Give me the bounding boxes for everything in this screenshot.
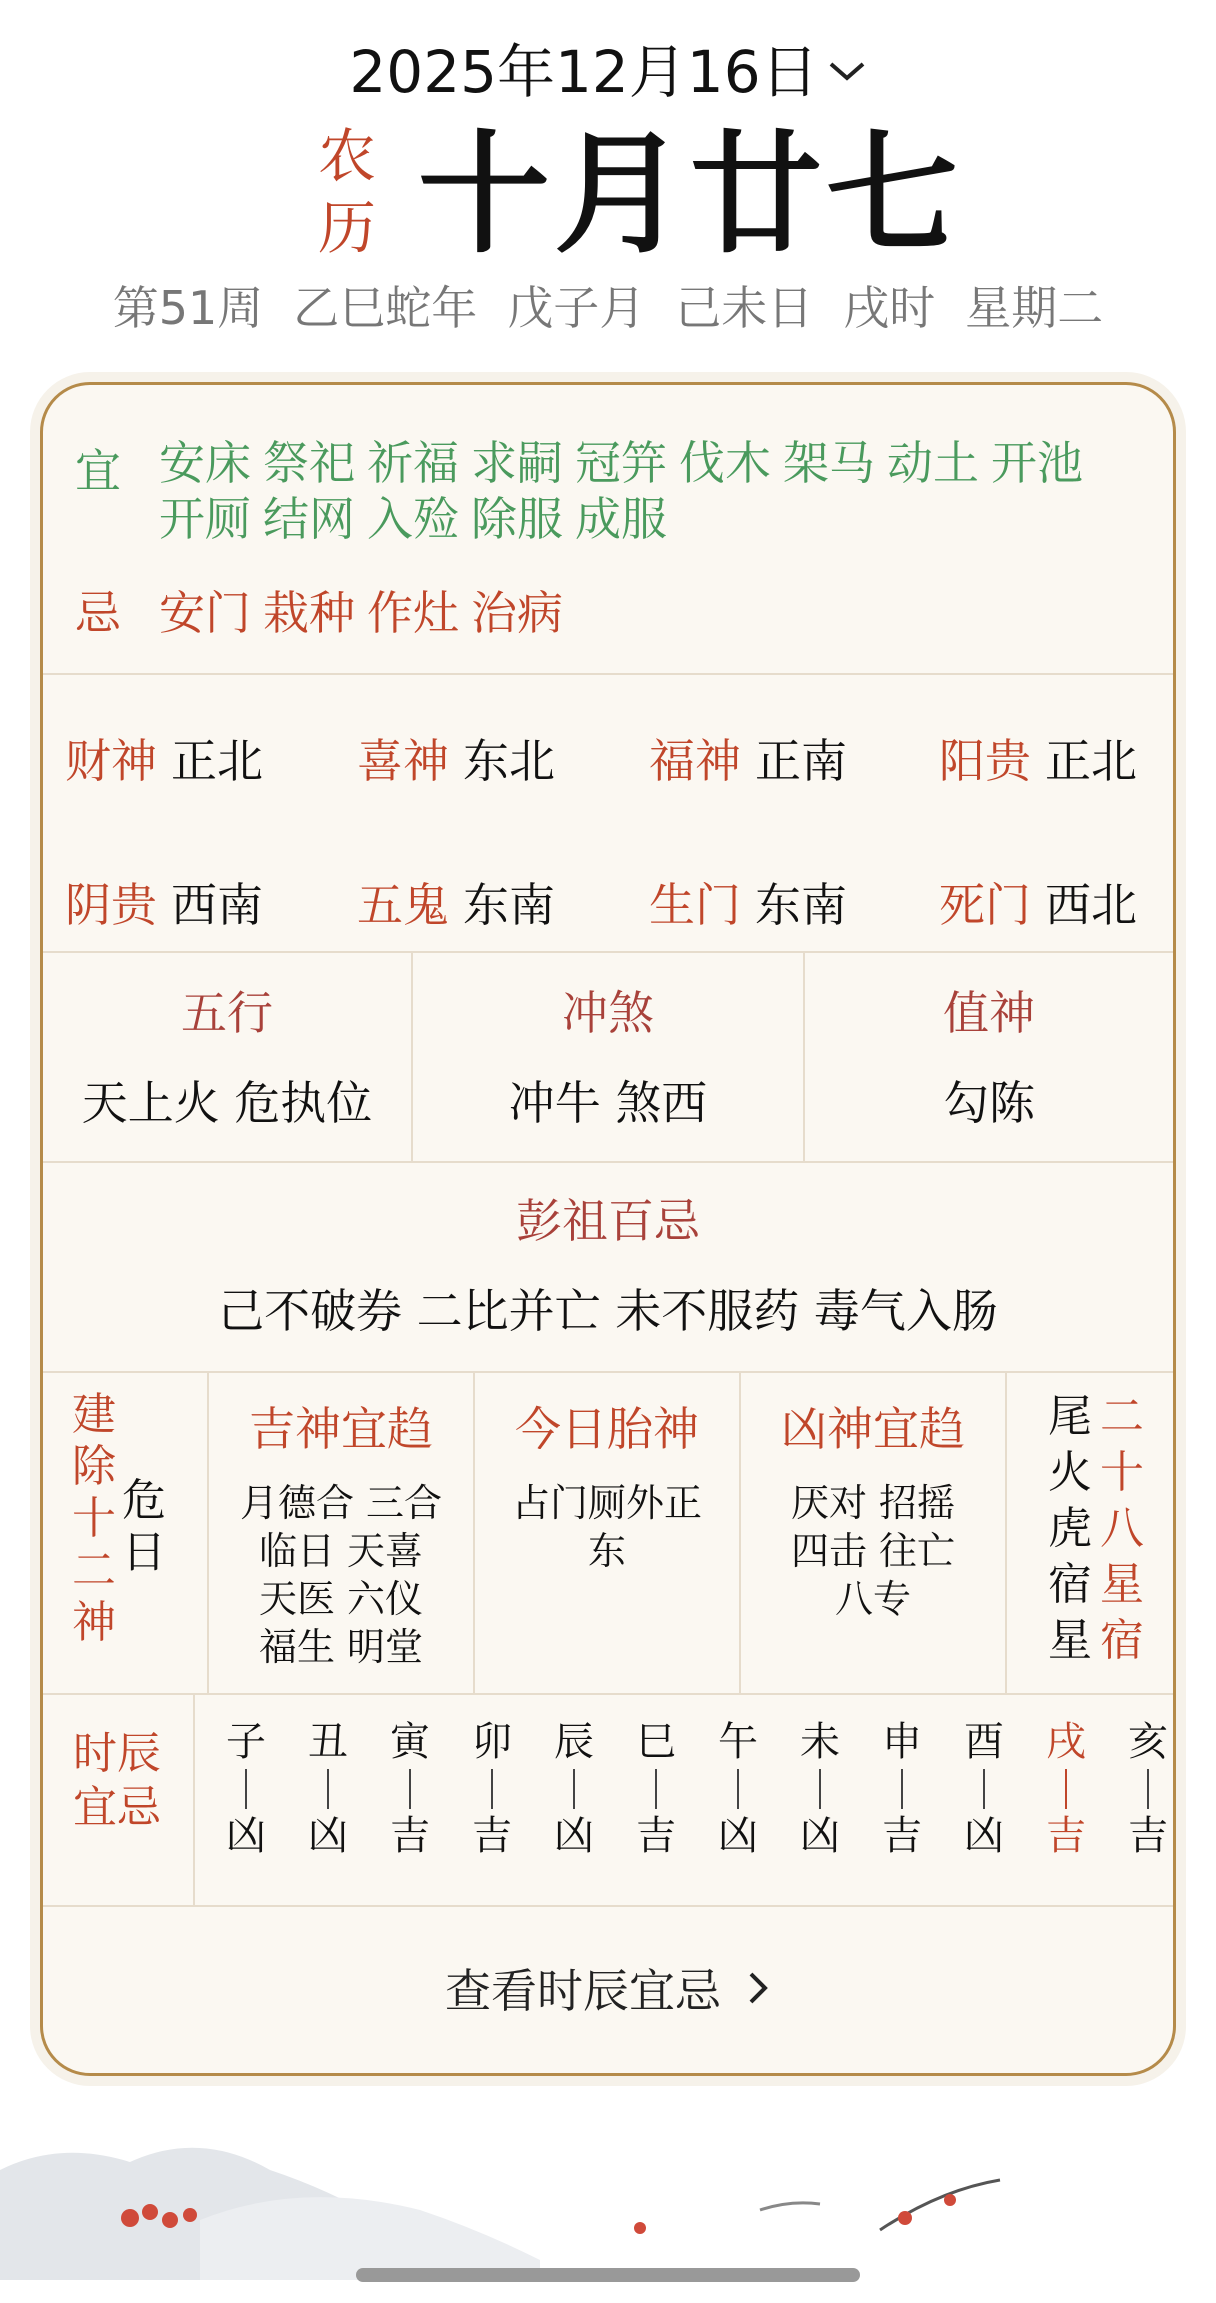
zhishen-value: 勾陈 [943, 1076, 1035, 1130]
god-direction [65, 725, 263, 791]
divider [43, 673, 1173, 675]
shichen-result: 凶 [964, 1813, 1004, 1859]
shichen-hour: 卯 [472, 1719, 512, 1765]
shichen-item [877, 1721, 927, 1857]
xiu-char: 尾 [1048, 1391, 1092, 1442]
chevron-down-icon [827, 56, 867, 86]
god-name: 阴贵 [65, 878, 157, 932]
yi-item: 安床 [159, 436, 251, 490]
lunar-tag-char: 历 [317, 194, 376, 262]
taishen-line: 占门厕外正 [511, 1481, 702, 1525]
zhishen-cell [805, 977, 1173, 1133]
zhishen-title: 值神 [943, 986, 1035, 1040]
wuxing-value: 天上火 危执位 [81, 1076, 373, 1130]
shichen-bar [737, 1769, 739, 1809]
god-direction-value: 西北 [1045, 878, 1137, 932]
yi-item: 祭祀 [263, 436, 355, 490]
shichen-hour: 巳 [636, 1719, 676, 1765]
god-direction [649, 725, 847, 791]
xiu-label-char: 十 [1100, 1447, 1144, 1498]
year-ganzhi: 乙巳蛇年 [293, 281, 478, 335]
yi-item: 求嗣 [471, 436, 563, 490]
ji-item: 治病 [471, 586, 563, 640]
god-direction [65, 869, 263, 935]
god-direction-value: 西南 [171, 878, 263, 932]
jishen-title: 吉神宜趋 [249, 1402, 433, 1456]
wuxing-title: 五行 [181, 986, 273, 1040]
god-name: 福神 [649, 734, 741, 788]
god-direction-value: 东北 [463, 734, 555, 788]
god-direction-value: 东南 [463, 878, 555, 932]
shichen-bar [819, 1769, 821, 1809]
yi-item: 开池 [991, 436, 1083, 490]
divider [193, 1693, 195, 1905]
shichen-item [713, 1721, 763, 1857]
hour-ganzhi: 戌时 [843, 281, 936, 335]
date-text: 2025年12月16日 [349, 38, 819, 106]
ji-list [159, 577, 575, 643]
lunar-date [300, 120, 1000, 270]
shichen-bar [983, 1769, 985, 1809]
shichen-bar [245, 1769, 247, 1809]
chongsha-value: 冲牛 煞西 [508, 1076, 708, 1130]
month-ganzhi: 戊子月 [507, 281, 646, 335]
jianchu-label [69, 1389, 119, 1649]
week-number: 第51周 [112, 281, 264, 335]
xiu-label-char: 八 [1100, 1503, 1144, 1554]
god-direction [939, 725, 1137, 791]
shichen-item [959, 1721, 1009, 1857]
shichen-bar [655, 1769, 657, 1809]
jianchu-char: 建 [72, 1389, 116, 1440]
god-name: 死门 [939, 878, 1031, 932]
shichen-item [467, 1721, 517, 1857]
shichen-bar [901, 1769, 903, 1809]
xiu-label [1097, 1389, 1147, 1669]
god-direction [357, 869, 555, 935]
xiongshen-title: 凶神宜趋 [781, 1402, 965, 1456]
shichen-result: 吉 [390, 1813, 430, 1859]
shichen-hour: 丑 [308, 1719, 348, 1765]
divider [1005, 1371, 1007, 1693]
god-direction [357, 725, 555, 791]
yi-item: 冠笄 [575, 436, 667, 490]
xiu-char: 星 [1048, 1615, 1092, 1666]
jianchu-char: 除 [72, 1441, 116, 1492]
shichen-result: 吉 [636, 1813, 676, 1859]
weekday: 星期二 [965, 281, 1104, 335]
pengzu-cell [43, 1185, 1173, 1341]
yi-item: 入殓 [367, 492, 459, 546]
ji-item: 作灶 [367, 586, 459, 640]
xiongshen-line: 四击 往亡 [790, 1529, 956, 1573]
pengzu-title: 彭祖百忌 [516, 1194, 700, 1248]
chongsha-title: 冲煞 [562, 986, 654, 1040]
shichen-hour: 酉 [964, 1719, 1004, 1765]
ji-item: 安门 [159, 586, 251, 640]
jishen-line: 月德合 三合 [239, 1481, 443, 1525]
shichen-bar [1065, 1769, 1067, 1809]
shichen-result: 吉 [1046, 1813, 1086, 1859]
yi-item: 动土 [887, 436, 979, 490]
shichen-hour: 申 [882, 1719, 922, 1765]
shichen-bar [1147, 1769, 1149, 1809]
home-indicator[interactable] [356, 2268, 860, 2282]
shichen-hour: 辰 [554, 1719, 594, 1765]
ji-item: 栽种 [263, 586, 355, 640]
chongsha-cell [413, 977, 803, 1133]
pengzu-value: 己不破券 二比并亡 未不服药 毒气入肠 [218, 1284, 998, 1338]
yi-item: 祈福 [367, 436, 459, 490]
taishen-line: 东 [587, 1529, 626, 1573]
divider [43, 1371, 1173, 1373]
xiu-char: 虎 [1048, 1503, 1092, 1554]
xiu-label-char: 宿 [1100, 1615, 1144, 1666]
god-direction-value: 正南 [755, 734, 847, 788]
shichen-hour: 午 [718, 1719, 758, 1765]
god-direction-value: 正北 [171, 734, 263, 788]
god-direction-value: 东南 [755, 878, 847, 932]
chevron-right-icon [745, 1968, 771, 2008]
jianchu-char: 神 [72, 1597, 116, 1648]
god-direction [939, 869, 1137, 935]
shichen-hour: 戌 [1046, 1719, 1086, 1765]
shichen-label [57, 1727, 177, 1835]
taishen-cell [475, 1393, 739, 1575]
divider [43, 1693, 1173, 1695]
shichen-result: 吉 [472, 1813, 512, 1859]
god-direction-value: 正北 [1045, 734, 1137, 788]
shichen-item [1041, 1721, 1091, 1857]
shichen-item [221, 1721, 271, 1857]
jianchu-char: 十 [72, 1493, 116, 1544]
shichen-item [631, 1721, 681, 1857]
day-ganzhi: 己未日 [675, 281, 814, 335]
shichen-bar [327, 1769, 329, 1809]
jishen-cell [209, 1393, 473, 1671]
view-shichen-button[interactable] [43, 1933, 1173, 2043]
shichen-result: 凶 [554, 1813, 594, 1859]
jianchu-value-char: 危 [122, 1475, 166, 1526]
xiu-label-char: 二 [1100, 1391, 1144, 1442]
xiu-char: 宿 [1048, 1559, 1092, 1610]
divider [43, 951, 1173, 953]
shichen-bar [409, 1769, 411, 1809]
xiongshen-cell [741, 1393, 1005, 1623]
god-direction [649, 869, 847, 935]
jianchu-value-char: 日 [122, 1527, 166, 1578]
shichen-bar [491, 1769, 493, 1809]
shichen-result: 凶 [226, 1813, 266, 1859]
divider [43, 1905, 1173, 1907]
jishen-line: 天医 六仪 [258, 1577, 424, 1621]
shichen-item [1123, 1721, 1173, 1857]
god-name: 五鬼 [357, 878, 449, 932]
yi-item: 结网 [263, 492, 355, 546]
yi-label: 宜 [75, 444, 121, 498]
almanac-card [40, 382, 1176, 2076]
shichen-item [385, 1721, 435, 1857]
yi-item: 伐木 [679, 436, 771, 490]
divider [43, 1161, 1173, 1163]
yi-item: 架马 [783, 436, 875, 490]
shichen-item [549, 1721, 599, 1857]
date-meta [0, 272, 1216, 342]
shichen-label-line: 宜忌 [73, 1782, 161, 1833]
god-name: 阳贵 [939, 734, 1031, 788]
shichen-result: 凶 [718, 1813, 758, 1859]
wuxing-cell [43, 977, 411, 1133]
taishen-title: 今日胎神 [515, 1402, 699, 1456]
lunar-tag-char: 农 [317, 122, 376, 190]
ink-landscape-decoration [0, 2100, 1216, 2280]
lunar-tag [312, 120, 382, 264]
xiongshen-line: 八专 [834, 1577, 911, 1621]
shichen-hour: 寅 [390, 1719, 430, 1765]
shichen-label-line: 时辰 [73, 1728, 161, 1779]
jishen-line: 临日 天喜 [258, 1529, 424, 1573]
shichen-result: 吉 [882, 1813, 922, 1859]
shichen-bar [573, 1769, 575, 1809]
shichen-result: 吉 [1128, 1813, 1168, 1859]
ji-label: 忌 [75, 586, 121, 640]
god-name: 喜神 [357, 734, 449, 788]
date-selector[interactable] [0, 22, 1216, 112]
xiu-value [1045, 1389, 1095, 1669]
god-name: 财神 [65, 734, 157, 788]
xiongshen-line: 厌对 招摇 [790, 1481, 956, 1525]
shichen-item [795, 1721, 845, 1857]
jishen-line: 福生 明堂 [258, 1625, 424, 1669]
yi-item: 开厕 [159, 492, 251, 546]
yi-item: 成服 [575, 492, 667, 546]
xiu-char: 火 [1048, 1447, 1092, 1498]
shichen-item [303, 1721, 353, 1857]
lunar-day: 十月廿七 [418, 118, 962, 272]
view-shichen-label: 查看时辰宜忌 [445, 1964, 721, 2018]
shichen-result: 凶 [800, 1813, 840, 1859]
god-name: 生门 [649, 878, 741, 932]
shichen-hour: 亥 [1128, 1719, 1168, 1765]
jianchu-value [119, 1475, 169, 1579]
jianchu-char: 二 [72, 1545, 116, 1596]
xiu-label-char: 星 [1100, 1559, 1144, 1610]
shichen-hour: 子 [226, 1719, 266, 1765]
yi-list [159, 435, 1139, 547]
shichen-result: 凶 [308, 1813, 348, 1859]
shichen-hour: 未 [800, 1719, 840, 1765]
yi-item: 除服 [471, 492, 563, 546]
